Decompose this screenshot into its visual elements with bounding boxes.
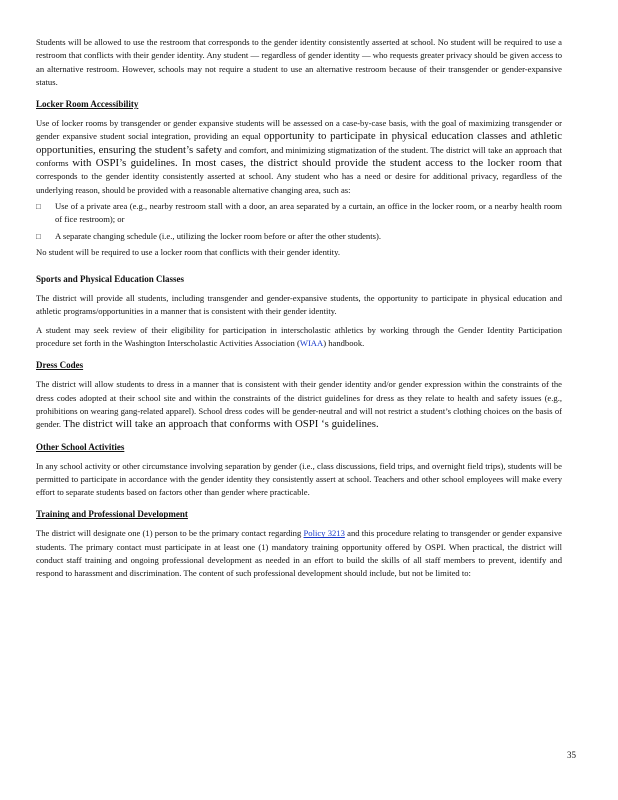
wiaa-abbr: WIAA	[299, 338, 324, 349]
policy-3213-link[interactable]: Policy 3213	[303, 528, 345, 539]
dress-codes-paragraph: The district will allow students to dress in a manner that is consistent with their gender identity and/or gender expression within the constraints of the dress codes adopted at their school site and within the constraints of the district guidelines for dress as they relate to health and safety issues (e.g., prohibitions on wearing gang-related apparel). School dress codes will be gender-neutral and will not restrict a student’s clothing choices on the basis of gender. The district will take an approach that conforms with OSPI ‘s guidelines.	[36, 379, 562, 431]
locker-room-closing: No student will be required to use a locker room that conflicts with their gender identity.	[36, 246, 340, 257]
list-item: □ Use of a private area (e.g., nearby restroom stall with a door, an area separated by a curtain, an office in the locker room, or a nearby health room of fice restroom); or	[36, 200, 562, 225]
locker-room-paragraph	[36, 117, 562, 197]
locker-text-4: with OSPI’s guidelines. In most cases, the district should provide the student access to the locker room that	[72, 157, 562, 170]
training-heading: Training and Professional Development	[36, 509, 188, 520]
sports-heading: Sports and Physical Education Classes	[36, 274, 185, 285]
locker-text-1: Use of locker rooms by transgender or gender expansive students will be assessed on a case-by-case basis, with the goal of maximizing transgender or gender expansive student social integration, providing an equal	[36, 118, 562, 142]
intro-paragraph: Students will be allowed to use the restroom that corresponds to the gender identity consistently asserted at school. No student will be required to use a restroom that conflicts with their gender identity. Any student — regardless of gender identity — who requests greater privacy should be given access to an alternative restroom. However, schools may not require a student to use an alternative restroom because of their transgender or gender-expansive status.	[36, 37, 562, 87]
list-item: □ A separate changing schedule (i.e., utilizing the locker room before or after the other students).	[36, 230, 562, 243]
locker-text-3: and comfort, and minimizing stigmatization of the student. The district will take an approach that conforms	[36, 144, 563, 169]
changing-area-list	[36, 200, 562, 243]
training-paragraph: The district will designate one (1) person to be the primary contact regarding Policy 3213 and this procedure relating to transgender or gender expansive students. The primary contact must participate in at least one (1) mandatory training opportunity offered by OSPI. When practical, the district will conduct staff training and ongoing professional development as needed in an effort to build the skills of all staff members to prevent, identify and respond to harassment and discrimination. The content of such professional development should include, but not be limited to:	[36, 528, 562, 579]
dress-codes-heading: Dress Codes	[36, 360, 84, 371]
bullet-icon: □	[36, 201, 41, 211]
locker-text-5: corresponds to the gender identity consistently asserted at school. Any student who has a need or desire for additional privacy, regardless of the underlying reason, should be provided with a reasonable alternative changing area, such as:	[36, 171, 562, 195]
locker-text-2: opportunity to participate in physical education classes and athletic opportunities, ensuring the student’s safety	[36, 130, 562, 156]
document-page	[36, 36, 562, 581]
dress-codes-ospi-line: The district will take an approach that conforms with OSPI ‘s guidelines.	[63, 418, 379, 431]
other-activities-heading: Other School Activities	[36, 441, 125, 452]
locker-room-heading: Locker Room Accessibility	[36, 99, 139, 110]
sports-paragraph-1: The district will provide all students, including transgender and gender-expansive students, the opportunity to participate in physical education and athletic programs/opportunities in a manner that is consistent with their gender identity.	[36, 293, 562, 317]
bullet-icon: □	[36, 231, 41, 241]
sports-paragraph-2: A student may seek review of their eligibility for participation in interscholastic athletics by working through the Gender Identity Participation procedure set forth in the Washington Interscholastic Activities Association (WIAA) handbook.	[36, 324, 562, 349]
page-number: 35	[567, 750, 576, 760]
other-activities-paragraph: In any school activity or other circumstance involving separation by gender (i.e., class discussions, field trips, and overnight field trips), students will be permitted to participate in accordance with the gender identity they consistently assert at school. Teachers and other school employees will make every effort to separate students based on factors other than gender where practicable.	[36, 460, 562, 498]
